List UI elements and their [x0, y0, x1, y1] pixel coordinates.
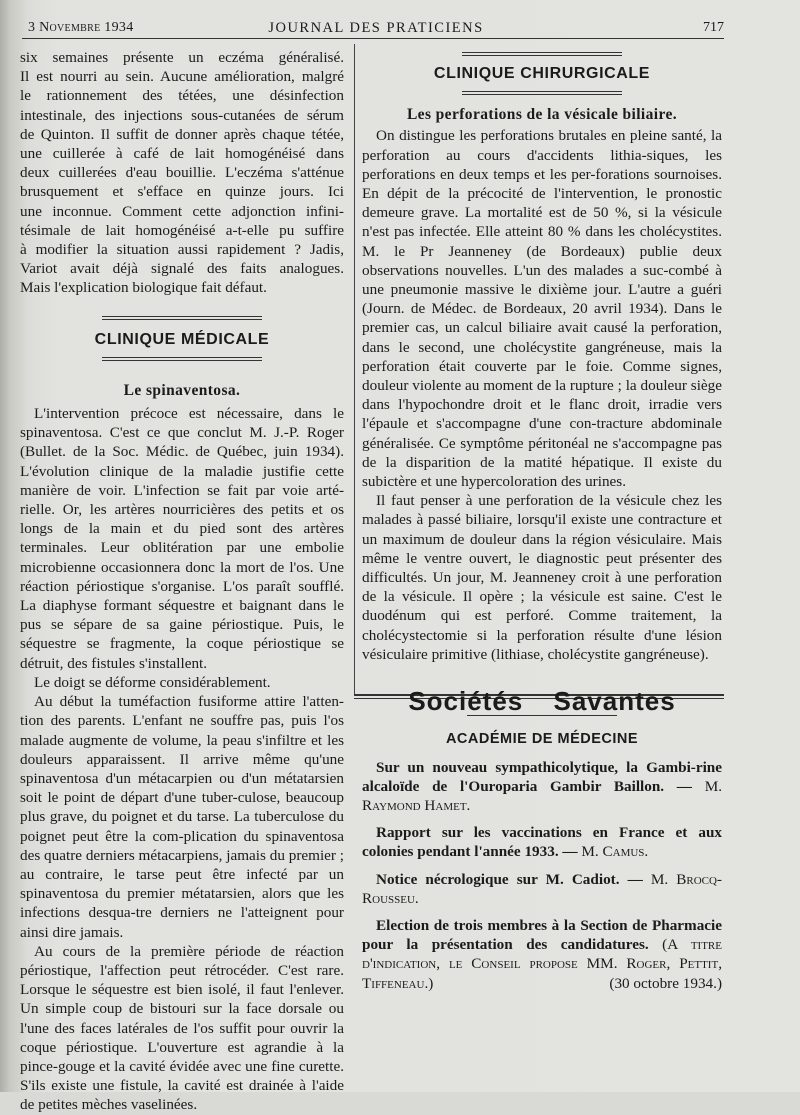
- section-title-medicale: CLINIQUE MÉDICALE: [94, 330, 270, 348]
- text-line: une cuillerée à café de lait homogénéisé dans: [20, 145, 344, 163]
- academie-heading: ACADÉMIE DE MÉDECINE: [445, 731, 639, 748]
- text-line: deux cuillerées d'eau bouillie. L'eczéma s'atténue: [20, 164, 344, 182]
- article-title-perforations: Les perforations de la vésicale biliaire.: [406, 106, 678, 124]
- article-paragraph: Au cours de la première période de réaction périostique, l'affection peut rétrocéder. C'est rare. Lorsque le séquestre est bien isolé, il faut l'enlever. Un simple coup de bistouri sur la face dorsale ou l'une des faces latérales de l'os suffit pour ouvrir la coque périostique. L'ouverture est agrandie à la pince-gouge et la cavité évidée avec une fine curette. S'ils existe une fistule, la cavité est drainée à l'aide de petites mèches vaselinées.: [20, 942, 344, 1114]
- issue-date: 3 Novembre 1934: [28, 20, 134, 35]
- left-column: [20, 48, 344, 1115]
- article-paragraph: Le doigt se déforme considérablement.: [34, 673, 271, 691]
- academie-entry: [362, 870, 722, 908]
- text-line: intestinale, des injections sous-cutanées de sérum: [20, 106, 344, 124]
- text-line: brusquement et s'efface en quinze jours. Ici: [20, 183, 344, 201]
- title-ornament-rule: [462, 91, 622, 95]
- intro-paragraph: [20, 48, 344, 298]
- text-line: Mais l'explication biologique fait défaut.: [20, 279, 267, 297]
- societes-savantes-heading: Sociétés Savantes: [408, 686, 676, 717]
- article-title-spinaventosa: Le spinaventosa.: [123, 381, 241, 399]
- entry-author: M. Raymond Hamet.: [362, 777, 722, 814]
- entry-title: Sur un nouveau sympathicolytique, la Gambi-rine alcaloïde de l'Ouroparia Gambir Baillon. —: [362, 758, 722, 795]
- text-line: six semaines présente un eczéma généralisé.: [20, 49, 344, 66]
- text-line: une inconnue. Comment cette adjonction infini-: [20, 202, 344, 220]
- article-paragraph: L'intervention précoce est nécessaire, dans le spinaventosa. C'est ce que conclut M. J.-P. Roger (Bullet. de la Soc. Médic. de Québec, juin 1934). L'évolution clinique de la maladie justifie cette manière de voir. L'infection se fait par voie arté-rielle. Or, les artères nourricières des petits et os longs de la main et du pied sont des artères terminales. Leur oblitération par une embolie microbienne occasionnera donc la mort de l'os. Une réaction périostique s'organise. L'os paraît soufflé. La diaphyse formant séquestre et baignant dans le pus se sépare de sa gaine périostique. Puis, le séquestre se fragmente, la coque périostique se détruit, des fistules s'installent.: [20, 405, 344, 672]
- entry-title: Rapport sur les vaccinations en France et aux colonies pendant l'année 1933. —: [362, 824, 722, 861]
- article-paragraph: Il faut penser à une perforation de la vésicule chez les malades à passé biliaire, lorsqu'il existe une contracture et un maximum de douleur dans la région vésiculaire. Mais même le ventre ouvert, le diagnostic peut présenter des difficultés. Un jour, M. Jeanneney croit à une perforation de la vésicule. Il opère ; la vésicule est saine. C'est le duodénum qui est perforé. Comme traitement, la cholécystectomie si la perforation résulte d'une lésion vésiculaire primitive (lithiase, cholécystite gangréneuse).: [362, 492, 722, 663]
- header-rule: [22, 38, 724, 39]
- academie-entry: [362, 758, 722, 816]
- academie-entry: [362, 916, 722, 993]
- entry-title: Election de trois membres à la Section de Pharmacie pour la présentation des candidatures.: [362, 916, 722, 954]
- text-line: Il est nourri au sein. Aucune amélioration, malgré: [20, 68, 344, 86]
- text-line: à modifier la situation aussi rapidement ? Jadis,: [20, 241, 344, 259]
- title-ornament-rule: [462, 52, 622, 56]
- journal-title: JOURNAL DES PRATICIENS: [268, 20, 484, 36]
- section-title-chirurgicale: CLINIQUE CHIRURGICALE: [433, 65, 651, 82]
- text-line: Variot avait déjà signalé des faits analogues.: [20, 260, 344, 278]
- entry-title: Notice nécrologique sur M. Cadiot. —: [376, 870, 651, 888]
- column-divider: [354, 44, 355, 694]
- entry-author: (A titre d'indication, le Conseil propose MM. Roger, Pettit, Tiffeneau.): [362, 936, 722, 992]
- article-paragraph: Au début la tuméfaction fusiforme attire l'atten-tion des parents. L'enfant ne souffre pas, puis l'os malade augmente de volume, la peau s'infiltre et les douleurs apparaissent. Il arrive même qu'une spinaventosa d'un métacarpien ou d'un métatarsien soit le point de départ d'une tuber-culose, beaucoup plus grave, du poignet et du tarse. La tuberculose du poignet peut être la com-plication du spinaventosa des quatre derniers métacarpiens, jamais du premier ; au contraire, le tarse peut être infecté par un spinaventosa du premier métatarsien, alors que les infections desqua-tre derniers ne l'atteignent pour ainsi dire jamais.: [20, 693, 344, 941]
- text-line: le rationnement des tétées, une désinfection: [20, 87, 344, 105]
- entry-author: M. Brocq-Rousseu.: [362, 870, 722, 907]
- title-ornament-rule: [102, 357, 262, 361]
- academie-entries: [362, 758, 722, 993]
- right-column: [362, 46, 722, 993]
- running-header: [28, 18, 724, 38]
- text-line: tésimale de lait homogénéisé a-t-elle pu suffire: [20, 221, 344, 239]
- text-line: de Quinton. Il suffit de donner après chaque tétée,: [20, 125, 344, 143]
- entry-author: M. Camus.: [581, 843, 649, 861]
- entry-date: (30 octobre 1934.): [609, 974, 722, 992]
- page-number: 717: [703, 20, 724, 35]
- title-ornament-rule: [102, 316, 262, 320]
- academie-entry: [362, 823, 722, 861]
- article-paragraph: On distingue les perforations brutales en pleine santé, la perforation au cours d'accidents lithia-siques, les perforations en deux temps et les per-forations sournoises. En dépit de la précocité de l'intervention, le pronostic demeure grave. La mortalité est de 50 %, si la vésicule n'est pas infectée. Elle atteint 80 % dans les cholécystites. M. le Pr Jeanneney (de Bordeaux) publie deux observations nouvelles. L'un des malades a suc-combé à une pneumonie massive le dixième jour. L'autre a guéri (Journ. de Médec. de Bordeaux, 20 avril 1934). Dans le premier cas, un calcul biliaire avait causé la perforation, dans le second, une cholécystite gangréneuse, mais la perforation était couverte par le foie. Comme signes, douleur violente au moment de la rupture ; la douleur siège dans l'hypochondre droit et le flanc droit, irradie vers l'épaule et s'accompagne d'une con-tracture abdominale généralisée. Ce symptôme péritonéal ne s'accompagne pas de la disparition de la matité hépatique. Il existe du subictère et une hypercoloration des urines.: [362, 127, 722, 491]
